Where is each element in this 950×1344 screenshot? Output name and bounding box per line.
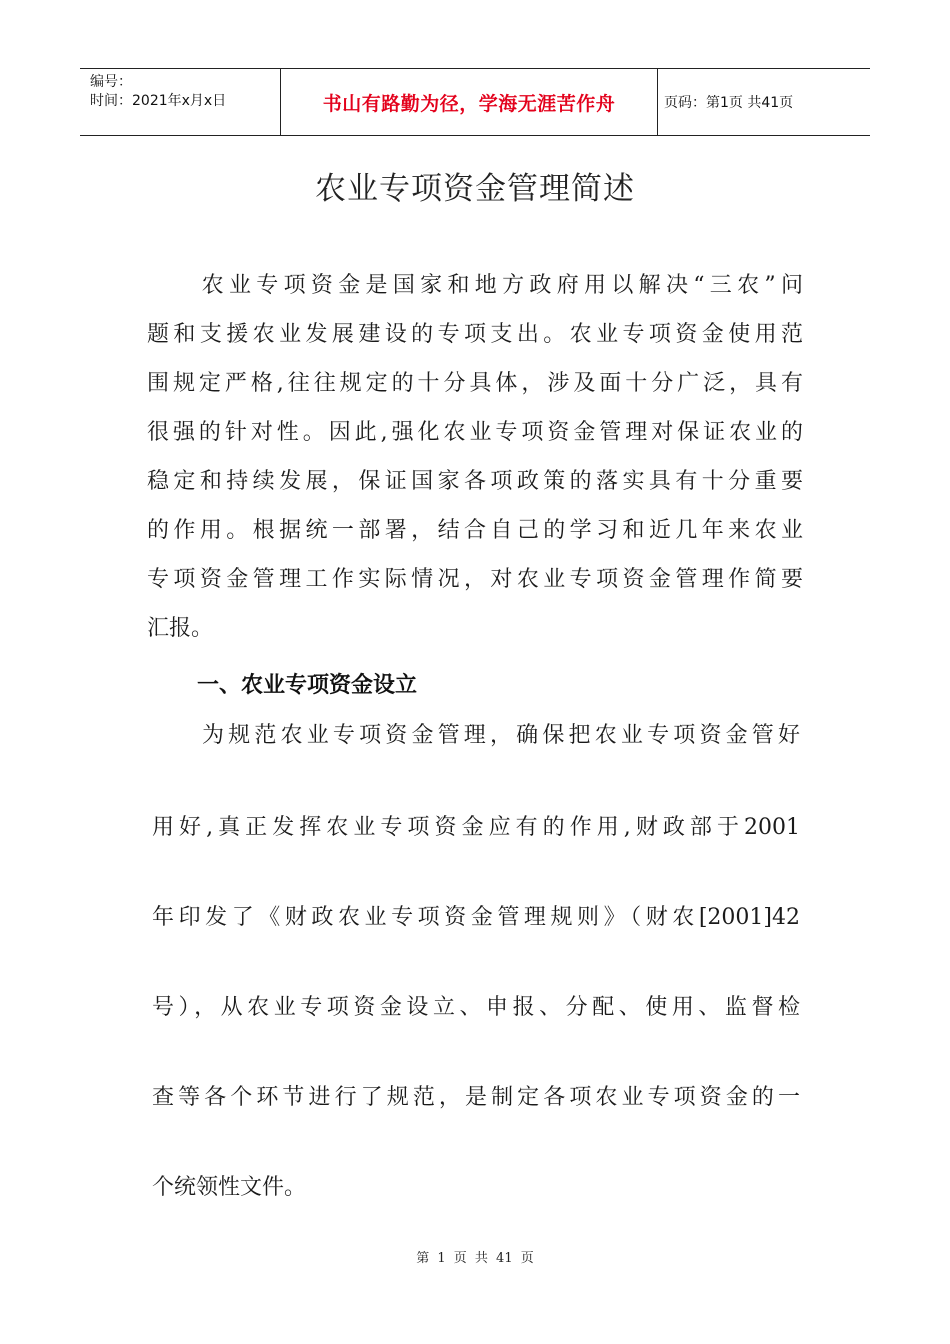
section1-line: 年印发了《财政农业专项资金管理规则》（财农[2001]42 (152, 905, 800, 930)
time-label: 时间：2021年x月x日 (90, 93, 227, 109)
section1-line: 用好,真正发挥农业专项资金应有的作用,财政部于2001 (152, 815, 800, 840)
section1-line: 号），从农业专项资金设立、申报、分配、使用、监督检 (152, 995, 800, 1020)
section-heading: 一、农业专项资金设立 (197, 673, 418, 698)
intro-line: 围规定严格,往往规定的十分具体，涉及面十分广泛，具有 (147, 371, 803, 396)
section1-line: 查等各个环节进行了规范，是制定各项农业专项资金的一 (152, 1085, 800, 1110)
intro-line: 的作用。根据统一部署，结合自己的学习和近几年来农业 (147, 518, 803, 543)
header-page-info: 页码：第1页 共41页 (664, 95, 794, 111)
intro-line: 稳定和持续发展，保证国家各项政策的落实具有十分重要 (147, 469, 803, 494)
intro-line: 农业专项资金是国家和地方政府用以解决“三农”问 (147, 273, 803, 298)
section1-line: 为规范农业专项资金管理，确保把农业专项资金管好 (202, 723, 800, 748)
document-title: 农业专项资金管理简述 (315, 171, 635, 207)
page-footer: 第 1 页 共 41 页 (416, 1251, 534, 1266)
number-label: 编号： (90, 74, 132, 90)
intro-line: 汇报。 (147, 616, 214, 641)
header-motto: 书山有路勤为径，学海无涯苦作舟 (280, 69, 658, 135)
intro-line: 专项资金管理工作实际情况，对农业专项资金管理作简要 (147, 567, 803, 592)
page-header (80, 68, 870, 136)
header-meta (80, 69, 280, 135)
intro-line: 很强的针对性。因此,强化农业专项资金管理对保证农业的 (147, 420, 803, 445)
section1-line: 个统领性文件。 (152, 1175, 307, 1200)
intro-line: 题和支援农业发展建设的专项支出。农业专项资金使用范 (147, 322, 803, 347)
